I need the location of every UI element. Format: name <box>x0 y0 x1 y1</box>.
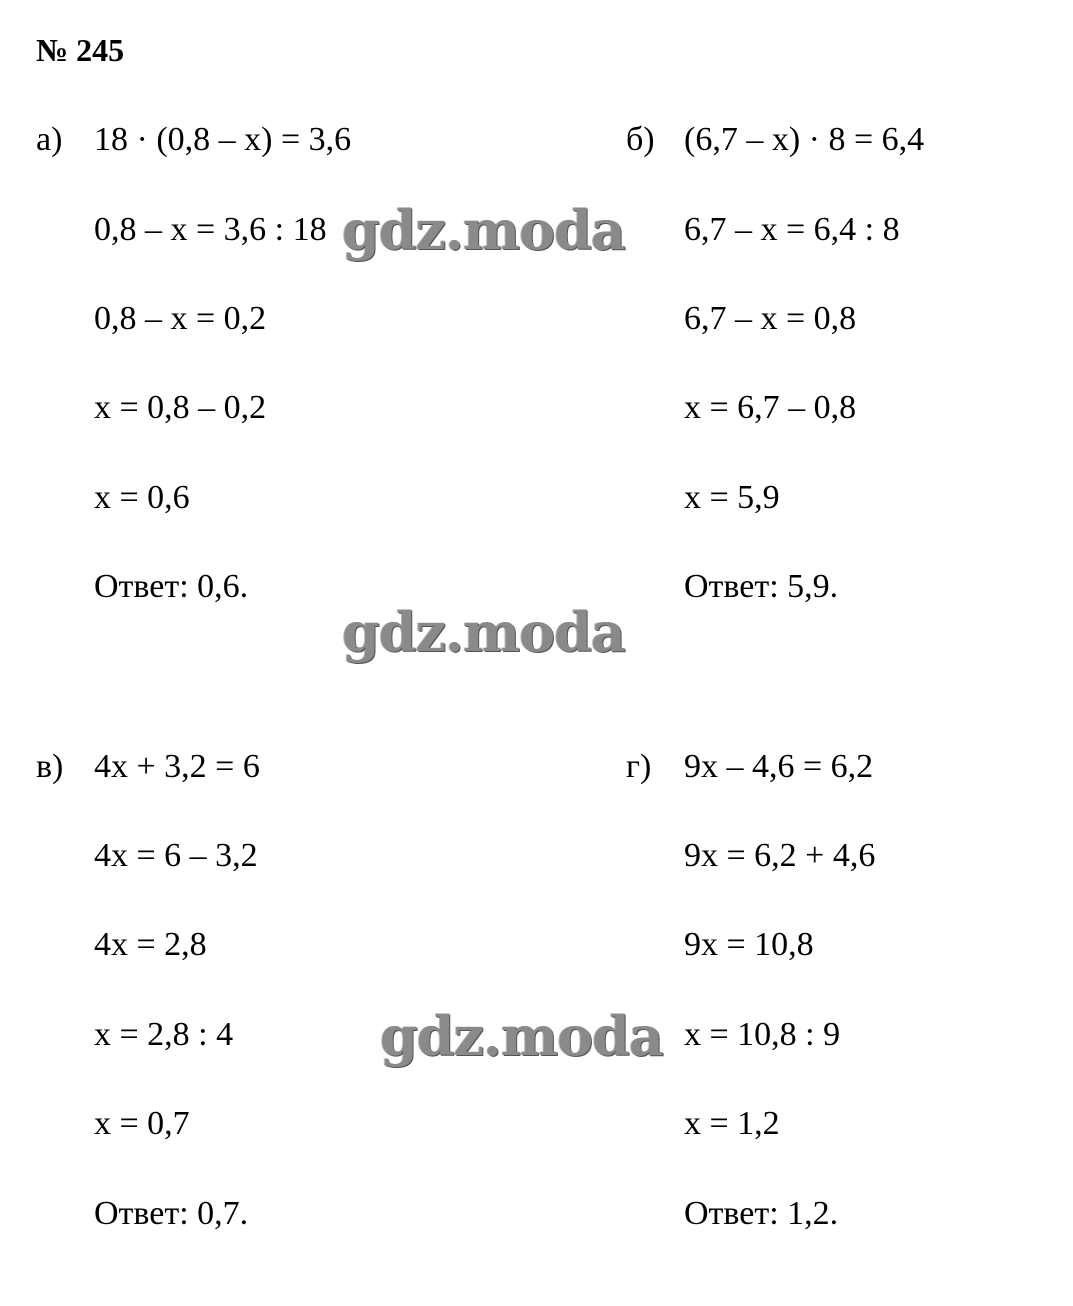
problem-number: № 245 <box>36 32 125 68</box>
part-letter: г) <box>626 748 652 785</box>
equation-line: 9x = 6,2 + 4,6 <box>684 837 876 874</box>
equation-line: 4x = 6 – 3,2 <box>94 837 258 874</box>
watermark-logo: gdz.moda <box>380 1004 663 1068</box>
part-letter: а) <box>36 121 63 158</box>
equation-line: 0,8 – x = 0,2 <box>94 300 267 337</box>
equation-line: 4x = 2,8 <box>94 926 207 963</box>
equation-line: 6,7 – x = 6,4 : 8 <box>684 211 900 248</box>
equation-line: x = 10,8 : 9 <box>684 1016 841 1053</box>
equation-line: x = 6,7 – 0,8 <box>684 389 857 426</box>
answer-line: Ответ: 0,7. <box>94 1195 249 1232</box>
equation-line: 9x – 4,6 = 6,2 <box>684 748 874 785</box>
equation-line: 18 · (0,8 – x) = 3,6 <box>94 121 352 158</box>
equation-line: x = 1,2 <box>684 1105 780 1142</box>
equation-line: 4x + 3,2 = 6 <box>94 748 260 785</box>
watermark-logo: gdz.moda <box>342 600 625 664</box>
equation-line: x = 5,9 <box>684 479 780 516</box>
answer-line: Ответ: 5,9. <box>684 568 839 605</box>
watermark-logo: gdz.moda <box>342 198 625 262</box>
part-letter: б) <box>626 121 655 158</box>
answer-line: Ответ: 0,6. <box>94 568 249 605</box>
equation-line: 9x = 10,8 <box>684 926 814 963</box>
equation-line: x = 0,7 <box>94 1105 190 1142</box>
equation-line: (6,7 – x) · 8 = 6,4 <box>684 121 925 158</box>
equation-line: x = 2,8 : 4 <box>94 1016 234 1053</box>
part-letter: в) <box>36 748 64 785</box>
equation-line: x = 0,6 <box>94 479 190 516</box>
equation-line: x = 0,8 – 0,2 <box>94 389 267 426</box>
equation-line: 6,7 – x = 0,8 <box>684 300 857 337</box>
equation-line: 0,8 – x = 3,6 : 18 <box>94 211 327 248</box>
answer-line: Ответ: 1,2. <box>684 1195 839 1232</box>
